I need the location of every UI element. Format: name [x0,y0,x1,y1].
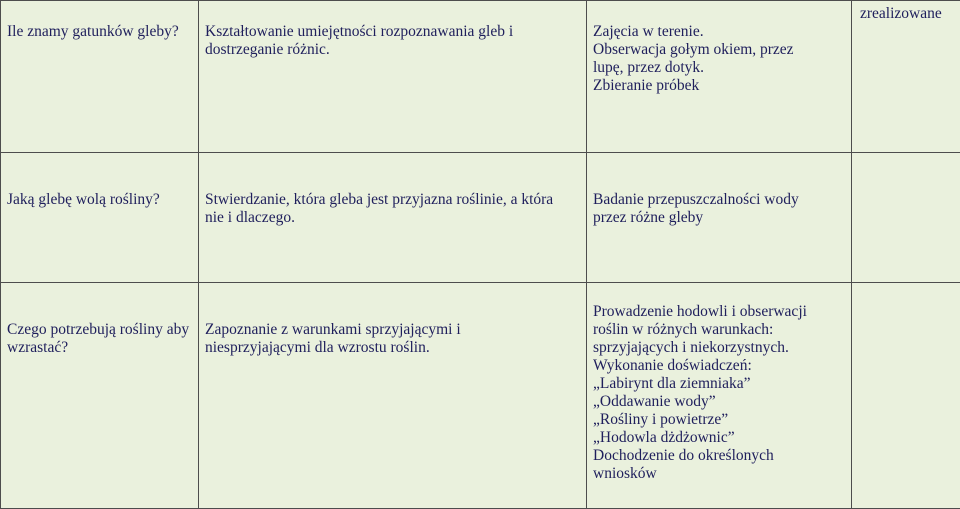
method-cell [587,283,852,509]
goal-line: Stwierdzanie, która gleba jest przyjazna roślinie, a która [205,191,554,208]
goal-cell [199,153,587,283]
method-line: roślin w różnych warunkach: [593,321,774,338]
goal-line: nie i dlaczego. [205,209,295,226]
status-cell [852,153,960,283]
method-line: Wykonanie doświadczeń: [593,357,752,374]
method-cell [587,1,852,153]
method-line: Zajęcia w terenie. [593,23,704,40]
method-line: Dochodzenie do określonych [593,447,774,464]
question-cell [1,283,199,509]
method-line: przez różne gleby [593,209,704,226]
goal-line: Kształtowanie umiejętności rozpoznawania gleb i [205,23,514,40]
status-cell [852,1,960,153]
table-row [1,153,960,283]
method-line: sprzyjających i niekorzystnych. [593,339,789,356]
goal-cell [199,283,587,509]
goal-line: dostrzeganie różnic. [205,41,330,58]
question-cell [1,1,199,153]
method-line: „Rośliny i powietrze” [593,411,729,428]
method-line: lupę, przez dotyk. [593,59,705,76]
method-line: „Oddawanie wody” [593,393,716,410]
method-line: „Labirynt dla ziemniaka” [593,375,751,392]
question-text: Jaką glebę wolą rośliny? [7,191,160,208]
status-cell [852,283,960,509]
goal-line: Zapoznanie z warunkami sprzyjającymi i [205,321,461,338]
question-text: Ile znamy gatunków gleby? [7,23,179,40]
method-line: Badanie przepuszczalności wody [593,191,799,208]
goal-line: niesprzyjającymi dla wzrostu roślin. [205,339,430,356]
method-line: „Hodowla dżdżownic” [593,429,735,446]
question-cell [1,153,199,283]
question-line: Czego potrzebują rośliny aby [7,321,190,338]
goal-cell [199,1,587,153]
method-line: wniosków [593,465,657,482]
question-line: wzrastać? [7,339,69,356]
method-line: Obserwacja gołym okiem, przez [593,41,794,58]
method-line: Zbieranie próbek [593,77,700,94]
method-cell [587,153,852,283]
status-text: zrealizowane [860,5,942,22]
table-row [1,283,960,509]
method-line: Prowadzenie hodowli i obserwacji [593,303,807,320]
table-row [1,1,960,153]
